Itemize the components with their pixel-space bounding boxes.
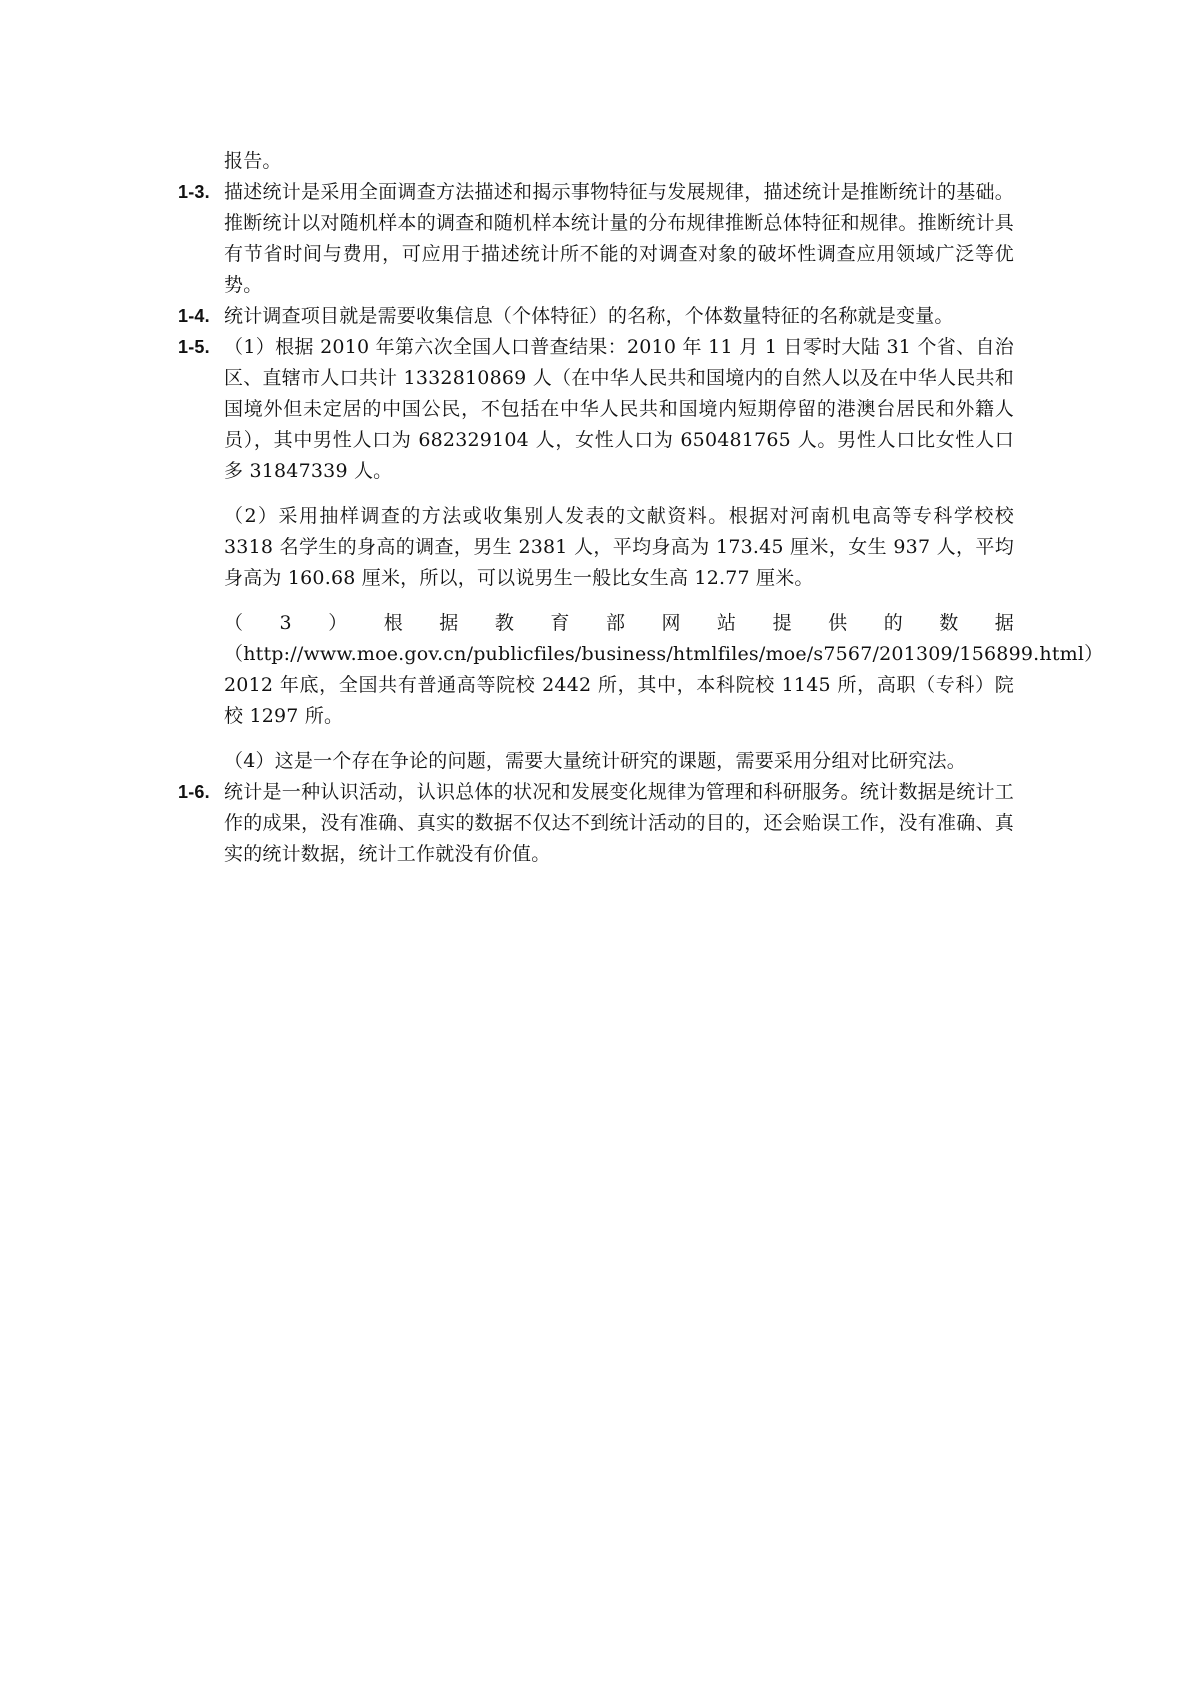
item-paragraph: 描述统计是采用全面调查方法描述和揭示事物特征与发展规律，描述统计是推断统计的基础。推断统计以对随机样本的调查和随机样本统计量的分布规律推断总体特征和规律。推断统计具有节省时间与费用，可应用于描述统计所不能的对调查对象的破坏性调查应用领域广泛等优势。 bbox=[224, 181, 1014, 296]
item-number: 1-3. bbox=[178, 182, 210, 202]
item-paragraph-part-3: （3）根据教育部网站提供的数据（http://www.moe.gov.cn/publicfiles/business/htmlfiles/moe/s7567/201309/156899.html）2012 年底，全国共有普通高等院校 2442 所，其中，本科院校 1145 所，高职（专科）院校 1297 所。 bbox=[224, 612, 1104, 727]
item-paragraph-part-2: （2）采用抽样调查的方法或收集别人发表的文献资料。根据对河南机电高等专科学校校 3318 名学生的身高的调查，男生 2381 人，平均身高为 173.45 厘米，女生 937 人，平均身高为 160.68 厘米，所以，可以说男生一般比女生高 12.77 厘米。 bbox=[224, 505, 1014, 589]
document-body bbox=[178, 146, 1104, 870]
item-number: 1-6. bbox=[178, 782, 210, 802]
answer-item-1-5 bbox=[178, 332, 1104, 777]
item-number: 1-4. bbox=[178, 306, 210, 326]
item-paragraph-part-1: （1）根据 2010 年第六次全国人口普查结果：2010 年 11 月 1 日零时大陆 31 个省、自治区、直辖市人口共计 1332810869 人（在中华人民共和国境内的自然人以及在中华人民共和国境外但未定居的中国公民，不包括在中华人民共和国境内短期停留的港澳台居民和外籍人员），其中男性人口为 682329104 人，女性人口为 650481765 人。男性人口比女性人口多 31847339 人。 bbox=[224, 336, 1014, 482]
item-paragraph: 统计是一种认识活动，认识总体的状况和发展变化规律为管理和科研服务。统计数据是统计工作的成果，没有准确、真实的数据不仅达不到统计活动的目的，还会贻误工作，没有准确、真实的统计数据，统计工作就没有价值。 bbox=[224, 781, 1014, 865]
item-paragraph: 统计调查项目就是需要收集信息（个体特征）的名称，个体数量特征的名称就是变量。 bbox=[224, 305, 954, 327]
answer-item-1-4 bbox=[178, 301, 1014, 332]
continuation-text: 报告。 bbox=[224, 150, 282, 172]
answer-item-1-3 bbox=[178, 177, 1014, 301]
item-paragraph-part-4: （4）这是一个存在争论的问题，需要大量统计研究的课题，需要采用分组对比研究法。 bbox=[224, 750, 966, 772]
answer-item-1-6 bbox=[178, 777, 1014, 870]
item-number: 1-5. bbox=[178, 337, 210, 357]
